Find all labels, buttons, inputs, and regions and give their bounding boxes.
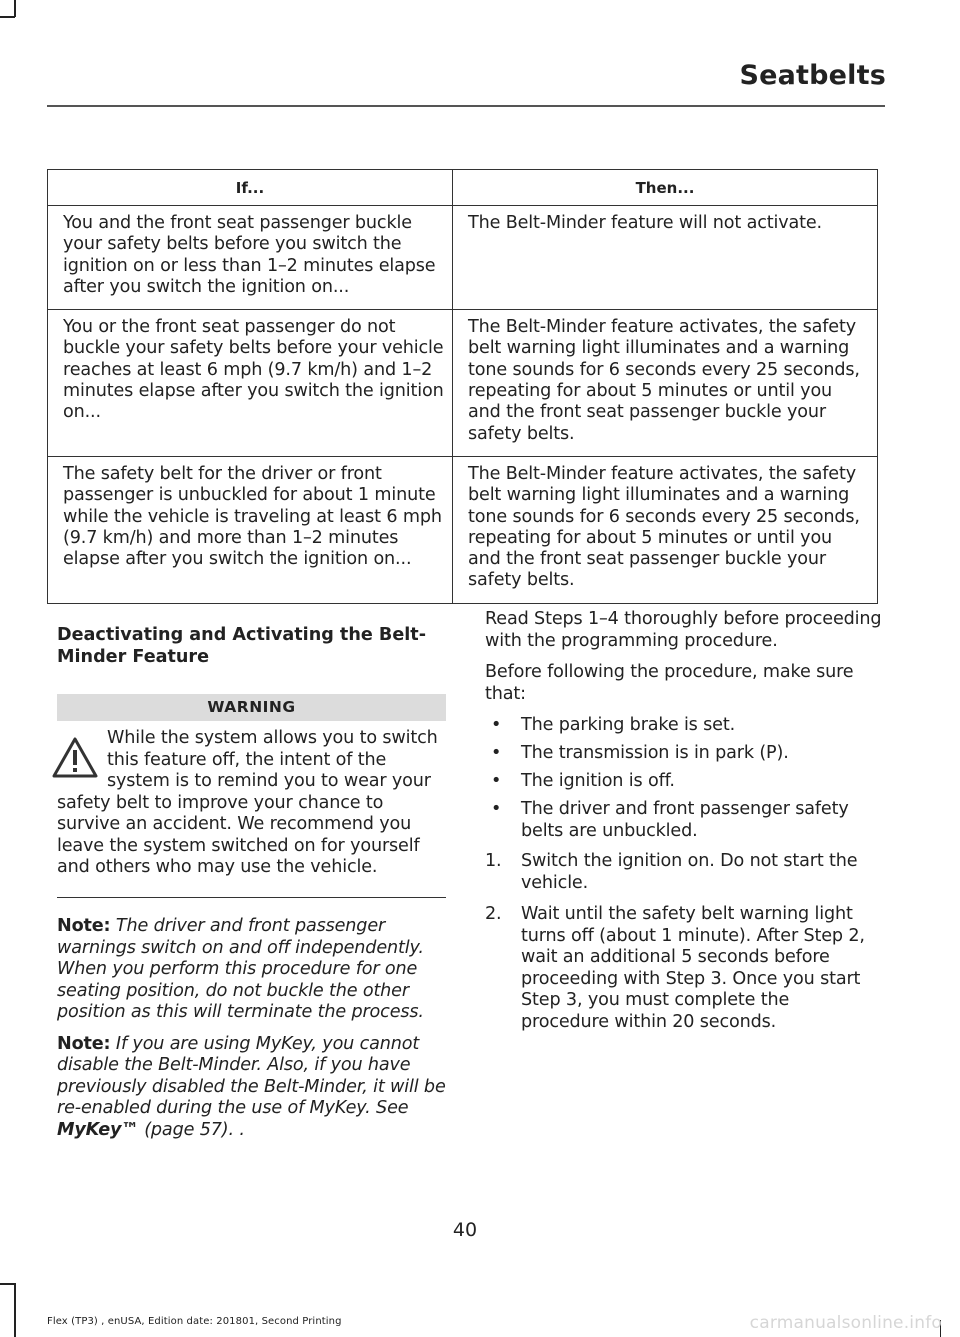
table-row — [48, 206, 878, 310]
table-cell: The Belt-Minder feature activates, the safety belt warning light illuminates and a warning tone sounds for 6 seconds every 25 seconds, repeating for about 5 minutes or until you and the front seat passenger buckle your safety belts. — [453, 456, 878, 603]
crop-mark — [14, 1283, 16, 1337]
crop-mark — [0, 1283, 15, 1285]
warning-divider — [57, 897, 446, 899]
right-column — [485, 609, 882, 1043]
list-item: • The driver and front passenger safety belts are unbuckled. — [485, 799, 882, 842]
warning-heading: WARNING — [57, 694, 446, 721]
crop-mark — [0, 16, 15, 18]
left-column — [57, 625, 446, 1151]
note-independent-warnings — [57, 916, 446, 1024]
column-header-then: Then... — [453, 170, 878, 206]
mykey-link[interactable]: MyKey™ — [57, 1119, 139, 1140]
table-cell: You or the front seat passenger do not buckle your safety belts before your vehicle reaches at least 6 mph (9.7 km/h) and 1–2 minutes elapse after you switch the ignition on... — [48, 310, 453, 457]
table-row — [48, 310, 878, 457]
watermark: carmanualsonline.info — [749, 1313, 942, 1333]
page-title: Seatbelts — [739, 60, 886, 91]
note-label: Note: — [57, 1033, 111, 1054]
step-text: Wait until the safety belt warning light turns off (about 1 minute). After Step 2, wait an additional 5 seconds before proceeding with Step 3. Once you start Step 3, you must complete the procedure within 20 seconds. — [521, 904, 865, 1032]
crop-mark — [14, 0, 16, 17]
precondition-list — [485, 715, 882, 842]
intro-paragraph: Read Steps 1–4 thoroughly before proceeding with the programming procedure. — [485, 609, 882, 651]
procedure-steps — [485, 851, 882, 1033]
note-mykey — [57, 1034, 446, 1142]
table-header-row — [48, 170, 878, 206]
warning-text: While the system allows you to switch this feature off, the intent of the system is to remind you to wear your safety belt to improve your chance to survive an accident. We recommend you leave the system switched on for yourself and others who may use the vehicle. — [57, 728, 438, 877]
step-number: 2. — [485, 904, 502, 924]
warning-box — [57, 728, 446, 879]
step-text: Switch the ignition on. Do not start the vehicle. — [521, 851, 858, 893]
step-item — [485, 851, 882, 894]
note-label: Note: — [57, 916, 111, 936]
list-item: • The ignition is off. — [485, 771, 882, 793]
header-divider — [47, 105, 885, 107]
footer-edition: Flex (TP3) , enUSA, Edition date: 201801, Second Printing — [47, 1316, 342, 1327]
note-text: If you are using MyKey, you cannot disable the Belt-Minder. Also, if you have previously disabled the Belt-Minder, it will be re-enabled during the use of MyKey. See — [57, 1033, 446, 1118]
section-title: Deactivating and Activating the Belt-Minder Feature — [57, 625, 427, 667]
table-cell: The safety belt for the driver or front passenger is unbuckled for about 1 minute while the vehicle is traveling at least 6 mph (9.7 km/h) and more than 1–2 minutes elapse after you switch the ignition on... — [48, 456, 453, 603]
column-header-if: If... — [48, 170, 453, 206]
table-cell: The Belt-Minder feature will not activate. — [453, 206, 878, 310]
list-item: • The parking brake is set. — [485, 715, 882, 737]
belt-minder-table — [47, 169, 878, 604]
list-item: • The transmission is in park (P). — [485, 743, 882, 765]
before-paragraph: Before following the procedure, make sure that: — [485, 662, 854, 704]
step-number: 1. — [485, 851, 502, 871]
page-number: 40 — [452, 1219, 478, 1241]
table-row — [48, 456, 878, 603]
page-reference: (page 57). . — [144, 1119, 245, 1140]
table-cell: You and the front seat passenger buckle your safety belts before you switch the ignition on or less than 1–2 minutes elapse after you switch the ignition on... — [48, 206, 453, 310]
note-text: The driver and front passenger warnings switch on and off independently. When you perform this procedure for one seating position, do not buckle the other position as this will terminate the process. — [57, 916, 424, 1022]
warning-triangle-icon — [51, 736, 99, 780]
table-cell: The Belt-Minder feature activates, the safety belt warning light illuminates and a warning tone sounds for 6 seconds every 25 seconds, repeating for about 5 minutes or until you and the front seat passenger buckle your safety belts. — [453, 310, 878, 457]
step-item — [485, 904, 882, 1033]
